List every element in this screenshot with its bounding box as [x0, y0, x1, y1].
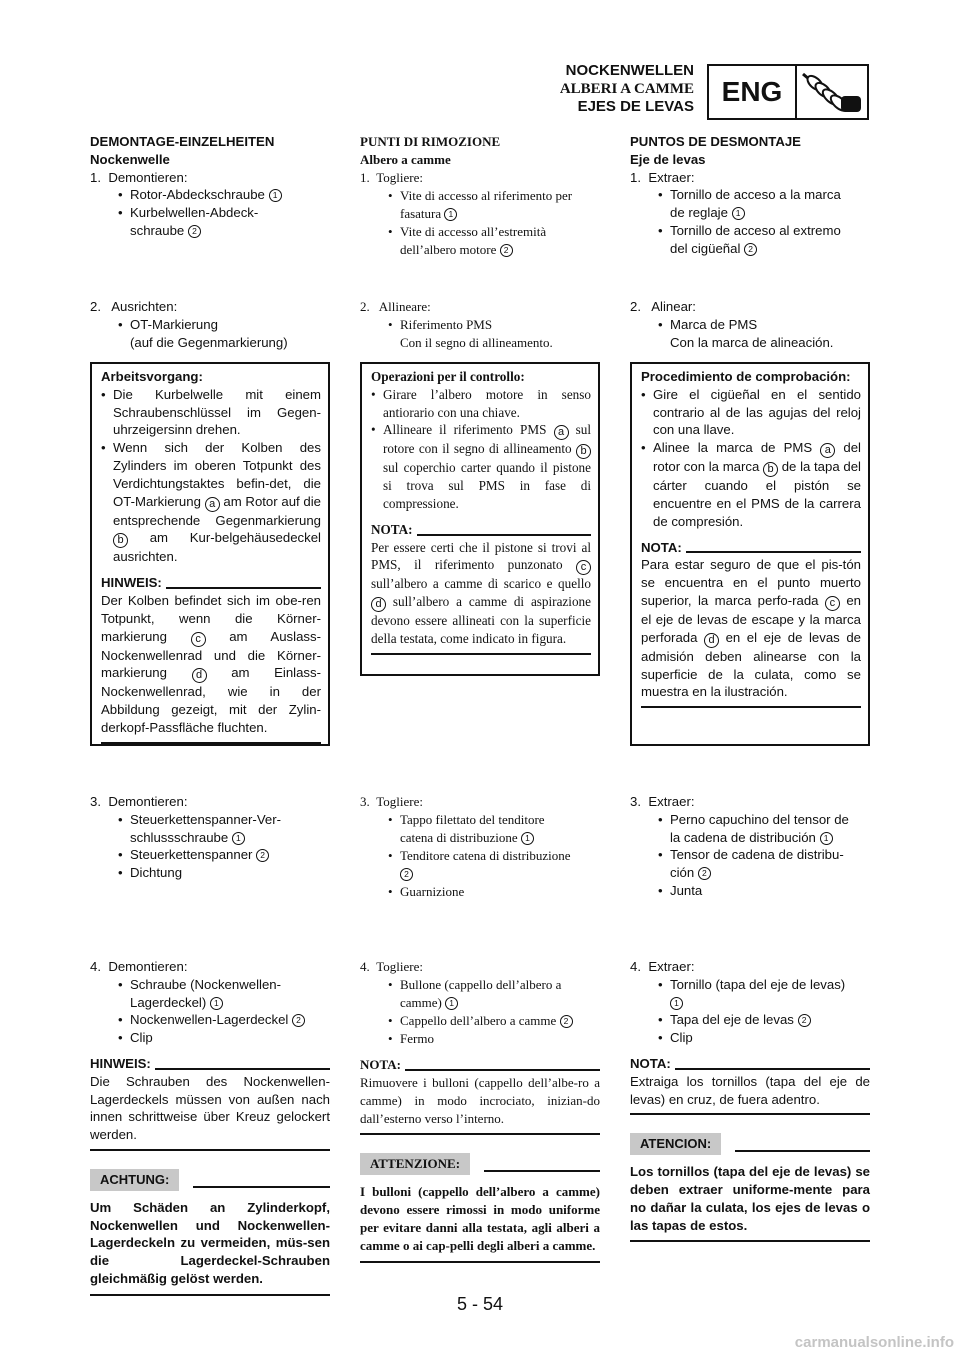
de-removal-section: [90, 133, 330, 240]
de-step-1: 1. Demontieren:: [90, 169, 188, 185]
de-step-1a: • Rotor-Abdeckschraube 1: [90, 186, 330, 204]
it-procedure-content: Operazioni per il controllo: • Girare l’albero motore in senso antiorario con una chiave. • Allineare il riferimento PMS a sul rotore con il segno di allineamento b sul coperchio carter quando il pistone si trova sul PMS in fase di compressione. NOTA: Per essere certi che il pistone si trovi al PMS, il riferimento punzonato c sull’albero a camme di scarico e quello d sull’albero a camme di aspirazione devono essere allineati con la superficie della testata, come indicato in figura.: [371, 368, 591, 655]
de-note2-header: HINWEIS:: [90, 1055, 330, 1073]
de-step-2: 2. Ausrichten: • OT-Markierung (auf die Gegenmarkierung): [90, 298, 330, 351]
watermark: carmanualsonline.info: [794, 1334, 954, 1351]
page-number: 5 - 54: [456, 1294, 504, 1314]
part-2-marker: 2: [188, 225, 201, 238]
es-step-3: 3. Extraer: • Perno capuchino del tensor de la cadena de distribución 1 • Tensor de cadena de distribu- ción 2 • Junta: [630, 793, 870, 900]
it-removal-section: PUNTI DI RIMOZIONE Albero a camme 1. Togliere: • Vite di accesso al riferimento per fasatura 1 • Vite di accesso all’estremità dell’albero motore 2: [360, 133, 600, 259]
it-step-2: 2. Allineare: • Riferimento PMS Con il segno di allineamento.: [360, 298, 600, 352]
de-step-1b: • Kurbelwellen-Abdeck- schraube 2: [90, 204, 330, 240]
de-subtitle: Nockenwelle: [90, 151, 170, 167]
de-title: DEMONTAGE-EINZELHEITEN: [90, 134, 275, 149]
part-1-marker: 1: [269, 189, 282, 202]
header-title-es: EJES DE LEVAS: [577, 98, 694, 115]
de-procedure-content: Arbeitsvorgang: • Die Kurbelwelle mit einem Schraubenschlüssel im Gegen-uhrzeigersinn drehen. • Wenn sich der Kolben des Zylinders im oberen Totpunkt des Verdichtungstaktes befin-det, die OT-Markierung a am Rotor auf die entsprechende Gegenmarkierung b am Kur-belgehäusedeckel ausrichten. HINWEIS: Der Kolben befindet sich im obe-ren Totpunkt, wenn die Körner-markierung c am Auslass-Nockenwellenrad und die Körner-markierung d am Einlass-Nockenwellenrad, wie in der Abbildung gezeigt, mit der Zylin-derkopf-Passfläche fluchten.: [101, 368, 321, 744]
de-caution-header: ACHTUNG:: [90, 1169, 330, 1191]
de-step-4: 4. Demontieren: • Schraube (Nockenwellen- Lagerdeckel) 1 • Nockenwellen-Lagerdeckel 2 • Clip HINWEIS: Die Schrauben des Nockenwellen-Lagerdeckels müssen von außen nach innen schrittweise über Kreuz gelockert werden. ACHTUNG: Um Schäden an Zylinderkopf, Nockenwellen und Nockenwellen-Lagerdeckeln zu vermeiden, müs-sen die Lagerdeckel-Schrauben gleichmäßig gelöst werden.: [90, 958, 330, 1296]
de-step-3: 3. Demontieren: • Steuerkettenspanner-Ver- schlussschraube 1 • Steuerkettenspanner 2 • Dichtung: [90, 793, 330, 882]
es-step-4: 4. Extraer: • Tornillo (tapa del eje de levas) 1 • Tapa del eje de levas 2 • Clip NOTA: Extraiga los tornillos (tapa del eje de levas) en cruz, de fuera adentro. ATENCION: Los tornillos (tapa del eje de levas) se deben extraer uniforme-mente para no dañar la culata, los ejes de levas o las tapas de estos.: [630, 958, 870, 1242]
eng-badge: ENG: [707, 64, 797, 120]
header-title-de: NOCKENWELLEN: [565, 62, 694, 79]
it-step-4: 4. Togliere: • Bullone (cappello dell’albero a camme) 1 • Cappello dell’albero a camme 2 • Fermo NOTA: Rimuovere i bulloni (cappello dell’albe-ro a camme) in modo incrociato, inizian-do dall’esterno verso l’interno. ATTENZIONE: I bulloni (cappello dell’albero a camme) devono essere rimossi in modo uniforme per evitare danni alla testata, agli alberi a camme o ai cap-pelli degli alberi a camme.: [360, 958, 600, 1263]
it-step-3: 3. Togliere: • Tappo filettato del tenditore catena di distribuzione 1 • Tenditore catena di distribuzione 2 • Guarnizione: [360, 793, 600, 901]
es-removal-section: PUNTOS DE DESMONTAJE Eje de levas 1. Extraer: • Tornillo de acceso a la marca de reglaje 1 • Tornillo de acceso al extremo del cigüeñal 2: [630, 133, 870, 258]
es-procedure-content: Procedimiento de comprobación: • Gire el cigüeñal en el sentido contrario al de las agujas del reloj con una llave. • Alinee la marca de PMS a del rotor con la marca b de la tapa del cárter cuando el pistón se encuentre en el PMS de la carrera de compresión. NOTA: Para estar seguro de que el pis-tón se encuentra en el punto muerto superior, la marca perfo-rada c en el eje de levas de escape y la marca perforada d en el eje de levas de admisión deben alinearse con la superficie de la culata, como se muestra en la ilustración.: [641, 368, 861, 708]
de-note-header: HINWEIS:: [101, 574, 321, 592]
camshaft-icon: [793, 64, 869, 120]
es-step-2: 2. Alinear: • Marca de PMS Con la marca de alineación.: [630, 298, 870, 351]
header-title-it: ALBERI A CAMME: [559, 81, 694, 97]
